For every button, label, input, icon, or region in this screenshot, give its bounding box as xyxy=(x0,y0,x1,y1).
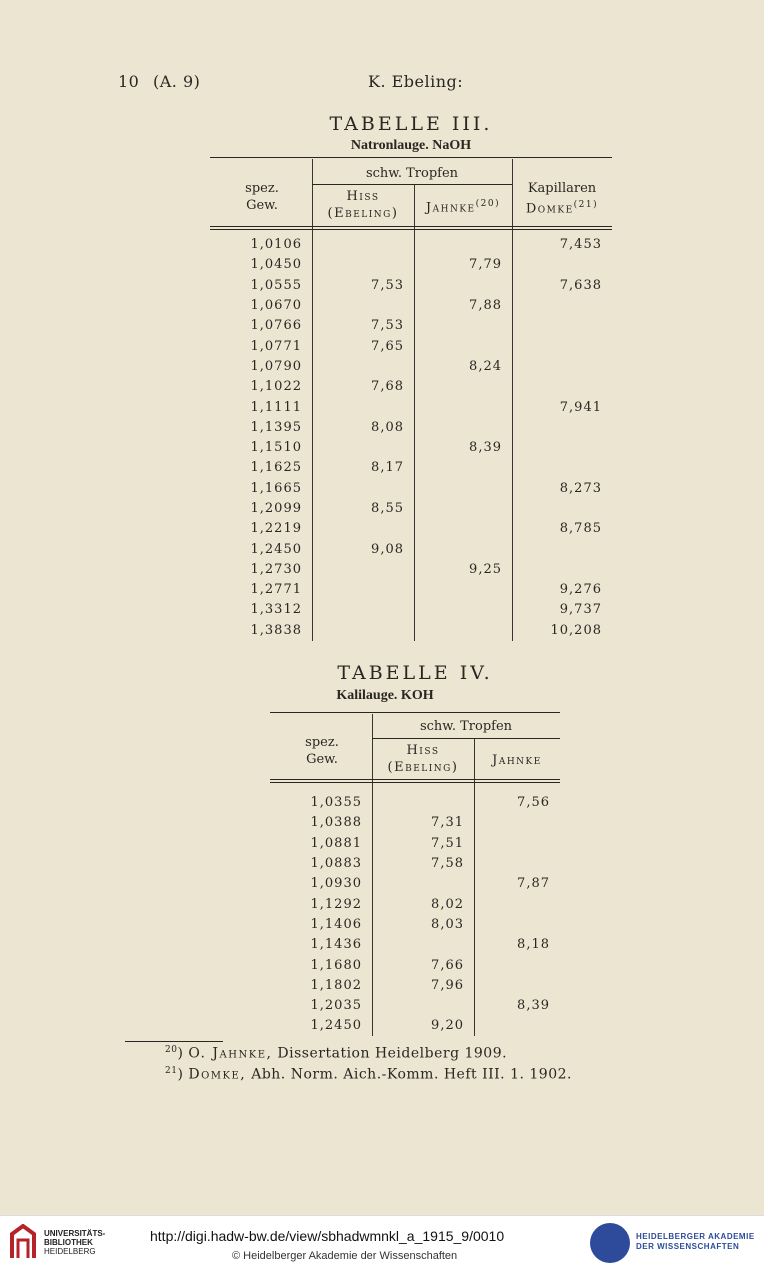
table4-body xyxy=(272,793,560,1037)
table3-header-kap: Kapillaren Domke$^{(21)}$ xyxy=(512,180,612,217)
academy-line1: HEIDELBERGER AKADEMIE xyxy=(636,1232,755,1241)
table4-row xyxy=(272,1016,560,1036)
table3-cell: 7,638 xyxy=(559,277,602,293)
table4-cell: 7,66 xyxy=(431,957,464,973)
table3-header-ebeling-label: (Ebeling) xyxy=(327,206,399,221)
table3-cell: 1,0790 xyxy=(250,358,302,374)
table4-cell xyxy=(474,976,560,996)
table3-cell xyxy=(414,539,512,559)
table3-cell: 10,208 xyxy=(550,622,602,638)
table3-cell xyxy=(512,418,612,438)
table3-cell xyxy=(312,560,414,580)
academy-seal-icon xyxy=(590,1223,630,1263)
table3-cell xyxy=(312,357,414,377)
table3-cell xyxy=(312,580,414,600)
table4-cell: 1,2450 xyxy=(310,1018,362,1034)
table3-cell: 8,55 xyxy=(371,501,404,516)
table3-cell: 7,65 xyxy=(371,338,404,354)
table3-cell: 1,3312 xyxy=(250,602,302,618)
table4-header-ebeling-label: (Ebeling) xyxy=(387,760,459,775)
footnote-20: $^{20}$) O. Jahnke, Dissertation Heidelberg 1909. xyxy=(165,1045,508,1062)
table3-cell: 7,453 xyxy=(559,237,602,253)
table3-cell xyxy=(414,235,512,255)
academy-name xyxy=(636,1232,755,1252)
table3-cell: 8,17 xyxy=(371,460,404,476)
table3-cell xyxy=(512,316,612,336)
table4-header-jahnke: Jahnke xyxy=(492,753,542,768)
table3-cell xyxy=(512,539,612,559)
table3-cell: 1,1625 xyxy=(250,460,302,476)
table4-cell: 1,0881 xyxy=(310,835,362,851)
table3-cell: 1,0106 xyxy=(250,237,302,253)
table3-cell: 8,08 xyxy=(371,419,404,435)
table4-cell: 8,39 xyxy=(517,998,550,1014)
table3-cell xyxy=(414,519,512,539)
table3-cell xyxy=(512,336,612,356)
table3-row xyxy=(212,397,612,417)
table3-top-rule xyxy=(210,157,612,158)
table3-cell: 1,1665 xyxy=(250,480,302,496)
table3-cell: 8,785 xyxy=(559,521,602,537)
table3-subtitle: Natronlauge. NaOH xyxy=(350,138,472,153)
table3-row xyxy=(212,255,612,275)
table3-header-hiss xyxy=(312,188,414,222)
table3-cell: 9,08 xyxy=(371,541,404,557)
footnote-21-text: Abh. Norm. Aich.-Komm. Heft III. 1. 1902. xyxy=(251,1066,572,1083)
table3-cell: 1,3838 xyxy=(250,622,302,638)
table4-row xyxy=(272,915,560,935)
table3-cell xyxy=(312,479,414,499)
table3-row xyxy=(212,377,612,397)
table3-row xyxy=(212,621,612,641)
table3-body xyxy=(212,235,612,641)
table3-cell: 7,88 xyxy=(469,298,502,314)
table3-cell xyxy=(414,276,512,296)
table4-cell: 1,1292 xyxy=(310,896,362,912)
table3-cell xyxy=(512,560,612,580)
table3-cell: 8,39 xyxy=(469,440,502,456)
table3-row xyxy=(212,519,612,539)
footnote-21: $^{21}$) Domke, Abh. Norm. Aich.-Komm. Heft III. 1. 1902. xyxy=(165,1066,572,1083)
table3-row xyxy=(212,499,612,519)
table3-cell: 1,1022 xyxy=(250,379,302,395)
table3-cell: 1,0450 xyxy=(250,257,302,273)
table3-jahnke-footnote-ref: 20 xyxy=(480,199,496,209)
table3-cell: 9,25 xyxy=(469,561,502,577)
table3-cell: 1,0670 xyxy=(250,298,302,314)
table4-row xyxy=(272,976,560,996)
table4-row xyxy=(272,874,560,894)
running-head-author: K. Ebeling: xyxy=(368,72,464,91)
table3-row xyxy=(212,336,612,356)
table3-header-group: schw. Tropfen xyxy=(365,166,459,181)
table4-cell: 1,2035 xyxy=(310,998,362,1014)
table3-cell: 1,0771 xyxy=(250,338,302,354)
table3-row xyxy=(212,235,612,255)
table3-row xyxy=(212,316,612,336)
table3-group-rule xyxy=(312,184,512,185)
table4-cell xyxy=(474,894,560,914)
table4-cell xyxy=(474,1016,560,1036)
viewer-footer xyxy=(0,1215,764,1270)
table4-cell xyxy=(474,915,560,935)
table4-cell: 7,87 xyxy=(517,876,550,892)
table4-subtitle: Kalilauge. KOH xyxy=(336,688,434,703)
table3-header-spez xyxy=(212,180,312,214)
table3-cell xyxy=(414,336,512,356)
table3-cell: 1,2099 xyxy=(250,501,302,516)
table3-cell xyxy=(414,580,512,600)
table3-cell xyxy=(512,255,612,275)
table3-cell: 7,53 xyxy=(371,277,404,293)
table3-cell: 7,79 xyxy=(469,257,502,273)
table4-row xyxy=(272,854,560,874)
table3-domke-footnote-ref: 21 xyxy=(578,200,594,210)
table3-header-jahnke: Jahnke$^{(20)}$ xyxy=(425,199,501,216)
table3-cell xyxy=(312,397,414,417)
table3-cell xyxy=(312,296,414,316)
table4-row xyxy=(272,996,560,1016)
table3-header-hiss-label: Hiss xyxy=(346,189,380,204)
table4-header-gew-label: Gew. xyxy=(306,752,338,767)
table3-cell xyxy=(312,438,414,458)
table3-cell: 9,737 xyxy=(559,602,602,618)
table4-cell xyxy=(372,935,474,955)
table3-row xyxy=(212,357,612,377)
table3-cell: 9,276 xyxy=(559,582,602,598)
table4-header-spez xyxy=(272,734,372,768)
table3-header-kap-label: Kapillaren xyxy=(527,181,597,196)
footnote-20-name: O. Jahnke, xyxy=(188,1045,273,1062)
table3-cell xyxy=(312,621,414,641)
academy-line2: DER WISSENSCHAFTEN xyxy=(636,1242,740,1251)
table4-row xyxy=(272,955,560,975)
table4-cell: 8,03 xyxy=(431,916,464,932)
table3-cell xyxy=(512,438,612,458)
table3-cell: 1,0766 xyxy=(250,318,302,334)
table4-top-rule xyxy=(270,712,560,713)
table3-cell xyxy=(414,499,512,519)
footnote-20-text: Dissertation Heidelberg 1909. xyxy=(277,1045,508,1062)
table4-cell xyxy=(474,813,560,833)
page-number: 10 xyxy=(118,72,140,91)
table4-cell xyxy=(372,874,474,894)
table3-row xyxy=(212,458,612,478)
table3-header-spez-label: spez. xyxy=(245,181,279,196)
table3-row xyxy=(212,600,612,620)
table4-row xyxy=(272,894,560,914)
table3-cell xyxy=(312,235,414,255)
lib-line2: BIBLIOTHEK xyxy=(44,1238,93,1247)
table4-cell: 1,0930 xyxy=(310,876,362,892)
table4-cell: 9,20 xyxy=(431,1018,464,1034)
table3-cell: 7,941 xyxy=(559,399,602,415)
table3-cell xyxy=(312,600,414,620)
table4-cell: 8,02 xyxy=(431,896,464,912)
university-library-name xyxy=(44,1229,105,1256)
table4-cell xyxy=(474,834,560,854)
permalink-url[interactable]: http://digi.hadw-bw.de/view/sbhadwmnkl_a_1915_9/0010 xyxy=(150,1228,505,1244)
table3-cell xyxy=(414,418,512,438)
table3-cell xyxy=(414,316,512,336)
table3-row xyxy=(212,276,612,296)
table3-cell: 1,0555 xyxy=(250,277,302,293)
table3-row xyxy=(212,418,612,438)
lib-line3: HEIDELBERG xyxy=(44,1247,96,1256)
table4-cell: 7,51 xyxy=(431,835,464,851)
table4-row xyxy=(272,813,560,833)
table4-header-hiss-label: Hiss xyxy=(406,743,440,758)
table3-cell xyxy=(414,600,512,620)
table4-cell: 1,1680 xyxy=(310,957,362,973)
table4-cell: 7,96 xyxy=(431,977,464,993)
footnote-21-num: 21 xyxy=(165,1066,178,1076)
table4-cell: 1,0388 xyxy=(310,815,362,831)
table4-cell: 1,1436 xyxy=(310,937,362,953)
table3-row xyxy=(212,296,612,316)
table4-cell: 1,1802 xyxy=(310,977,362,993)
table4-row xyxy=(272,935,560,955)
table4-cell: 1,0355 xyxy=(310,795,362,811)
footnote-rule xyxy=(125,1041,223,1042)
table3-row xyxy=(212,438,612,458)
copyright-notice: © Heidelberger Akademie der Wissenschaften xyxy=(232,1250,458,1262)
table3-cell xyxy=(512,499,612,519)
table4-cell xyxy=(372,793,474,813)
table4-cell: 7,58 xyxy=(431,856,464,872)
table4-cell: 1,0883 xyxy=(310,856,362,872)
table3-cell: 1,2450 xyxy=(250,541,302,557)
table3-cell: 1,1111 xyxy=(250,399,302,415)
table4-header-rule xyxy=(270,779,560,783)
table3-row xyxy=(212,580,612,600)
table3-header-jahnke-label: Jahnke xyxy=(425,200,476,216)
table3-cell: 7,53 xyxy=(371,318,404,334)
table3-row xyxy=(212,539,612,559)
table3-cell xyxy=(512,357,612,377)
table3-cell xyxy=(414,479,512,499)
university-library-logo-icon xyxy=(8,1224,38,1260)
table3-cell: 1,2771 xyxy=(250,582,302,598)
table3-cell: 1,1510 xyxy=(250,440,302,456)
table3-cell: 8,24 xyxy=(469,358,502,374)
table4-cell xyxy=(474,854,560,874)
table4-title: TABELLE IV. xyxy=(337,662,493,684)
table3-cell xyxy=(414,621,512,641)
table3-cell xyxy=(512,377,612,397)
table4-group-rule xyxy=(372,738,560,739)
table3-cell xyxy=(312,519,414,539)
table3-cell: 1,1395 xyxy=(250,419,302,435)
table4-cell xyxy=(474,955,560,975)
table4-cell: 7,31 xyxy=(431,815,464,831)
table4-header-group: schw. Tropfen xyxy=(419,719,513,734)
lib-line1: UNIVERSITÄTS- xyxy=(44,1229,106,1238)
section-ref: (A. 9) xyxy=(153,72,201,91)
table4-cell: 8,18 xyxy=(517,937,550,953)
table4-row xyxy=(272,793,560,813)
table3-cell: 7,68 xyxy=(371,379,404,395)
table3-row xyxy=(212,479,612,499)
table3-title: TABELLE III. xyxy=(329,113,493,135)
table3-cell xyxy=(312,255,414,275)
table3-cell xyxy=(414,397,512,417)
table4-row xyxy=(272,834,560,854)
table3-row xyxy=(212,560,612,580)
table4-header-spez-label: spez. xyxy=(305,735,339,750)
table3-cell xyxy=(512,458,612,478)
table3-header-rule xyxy=(210,226,612,230)
table3-cell: 1,2730 xyxy=(250,561,302,577)
table3-cell xyxy=(414,377,512,397)
table3-cell xyxy=(512,296,612,316)
table4-header-hiss xyxy=(372,742,474,776)
footnote-21-name: Domke, xyxy=(188,1066,247,1083)
table3-header-domke-label: Domke xyxy=(525,201,574,217)
table3-cell: 1,2219 xyxy=(250,521,302,537)
table4-cell xyxy=(372,996,474,1016)
footnote-20-num: 20 xyxy=(165,1045,178,1055)
table3-cell: 8,273 xyxy=(559,480,602,496)
table3-header-gew-label: Gew. xyxy=(246,198,278,213)
table4-cell: 7,56 xyxy=(517,795,550,811)
table3-cell xyxy=(414,458,512,478)
table4-cell: 1,1406 xyxy=(310,916,362,932)
